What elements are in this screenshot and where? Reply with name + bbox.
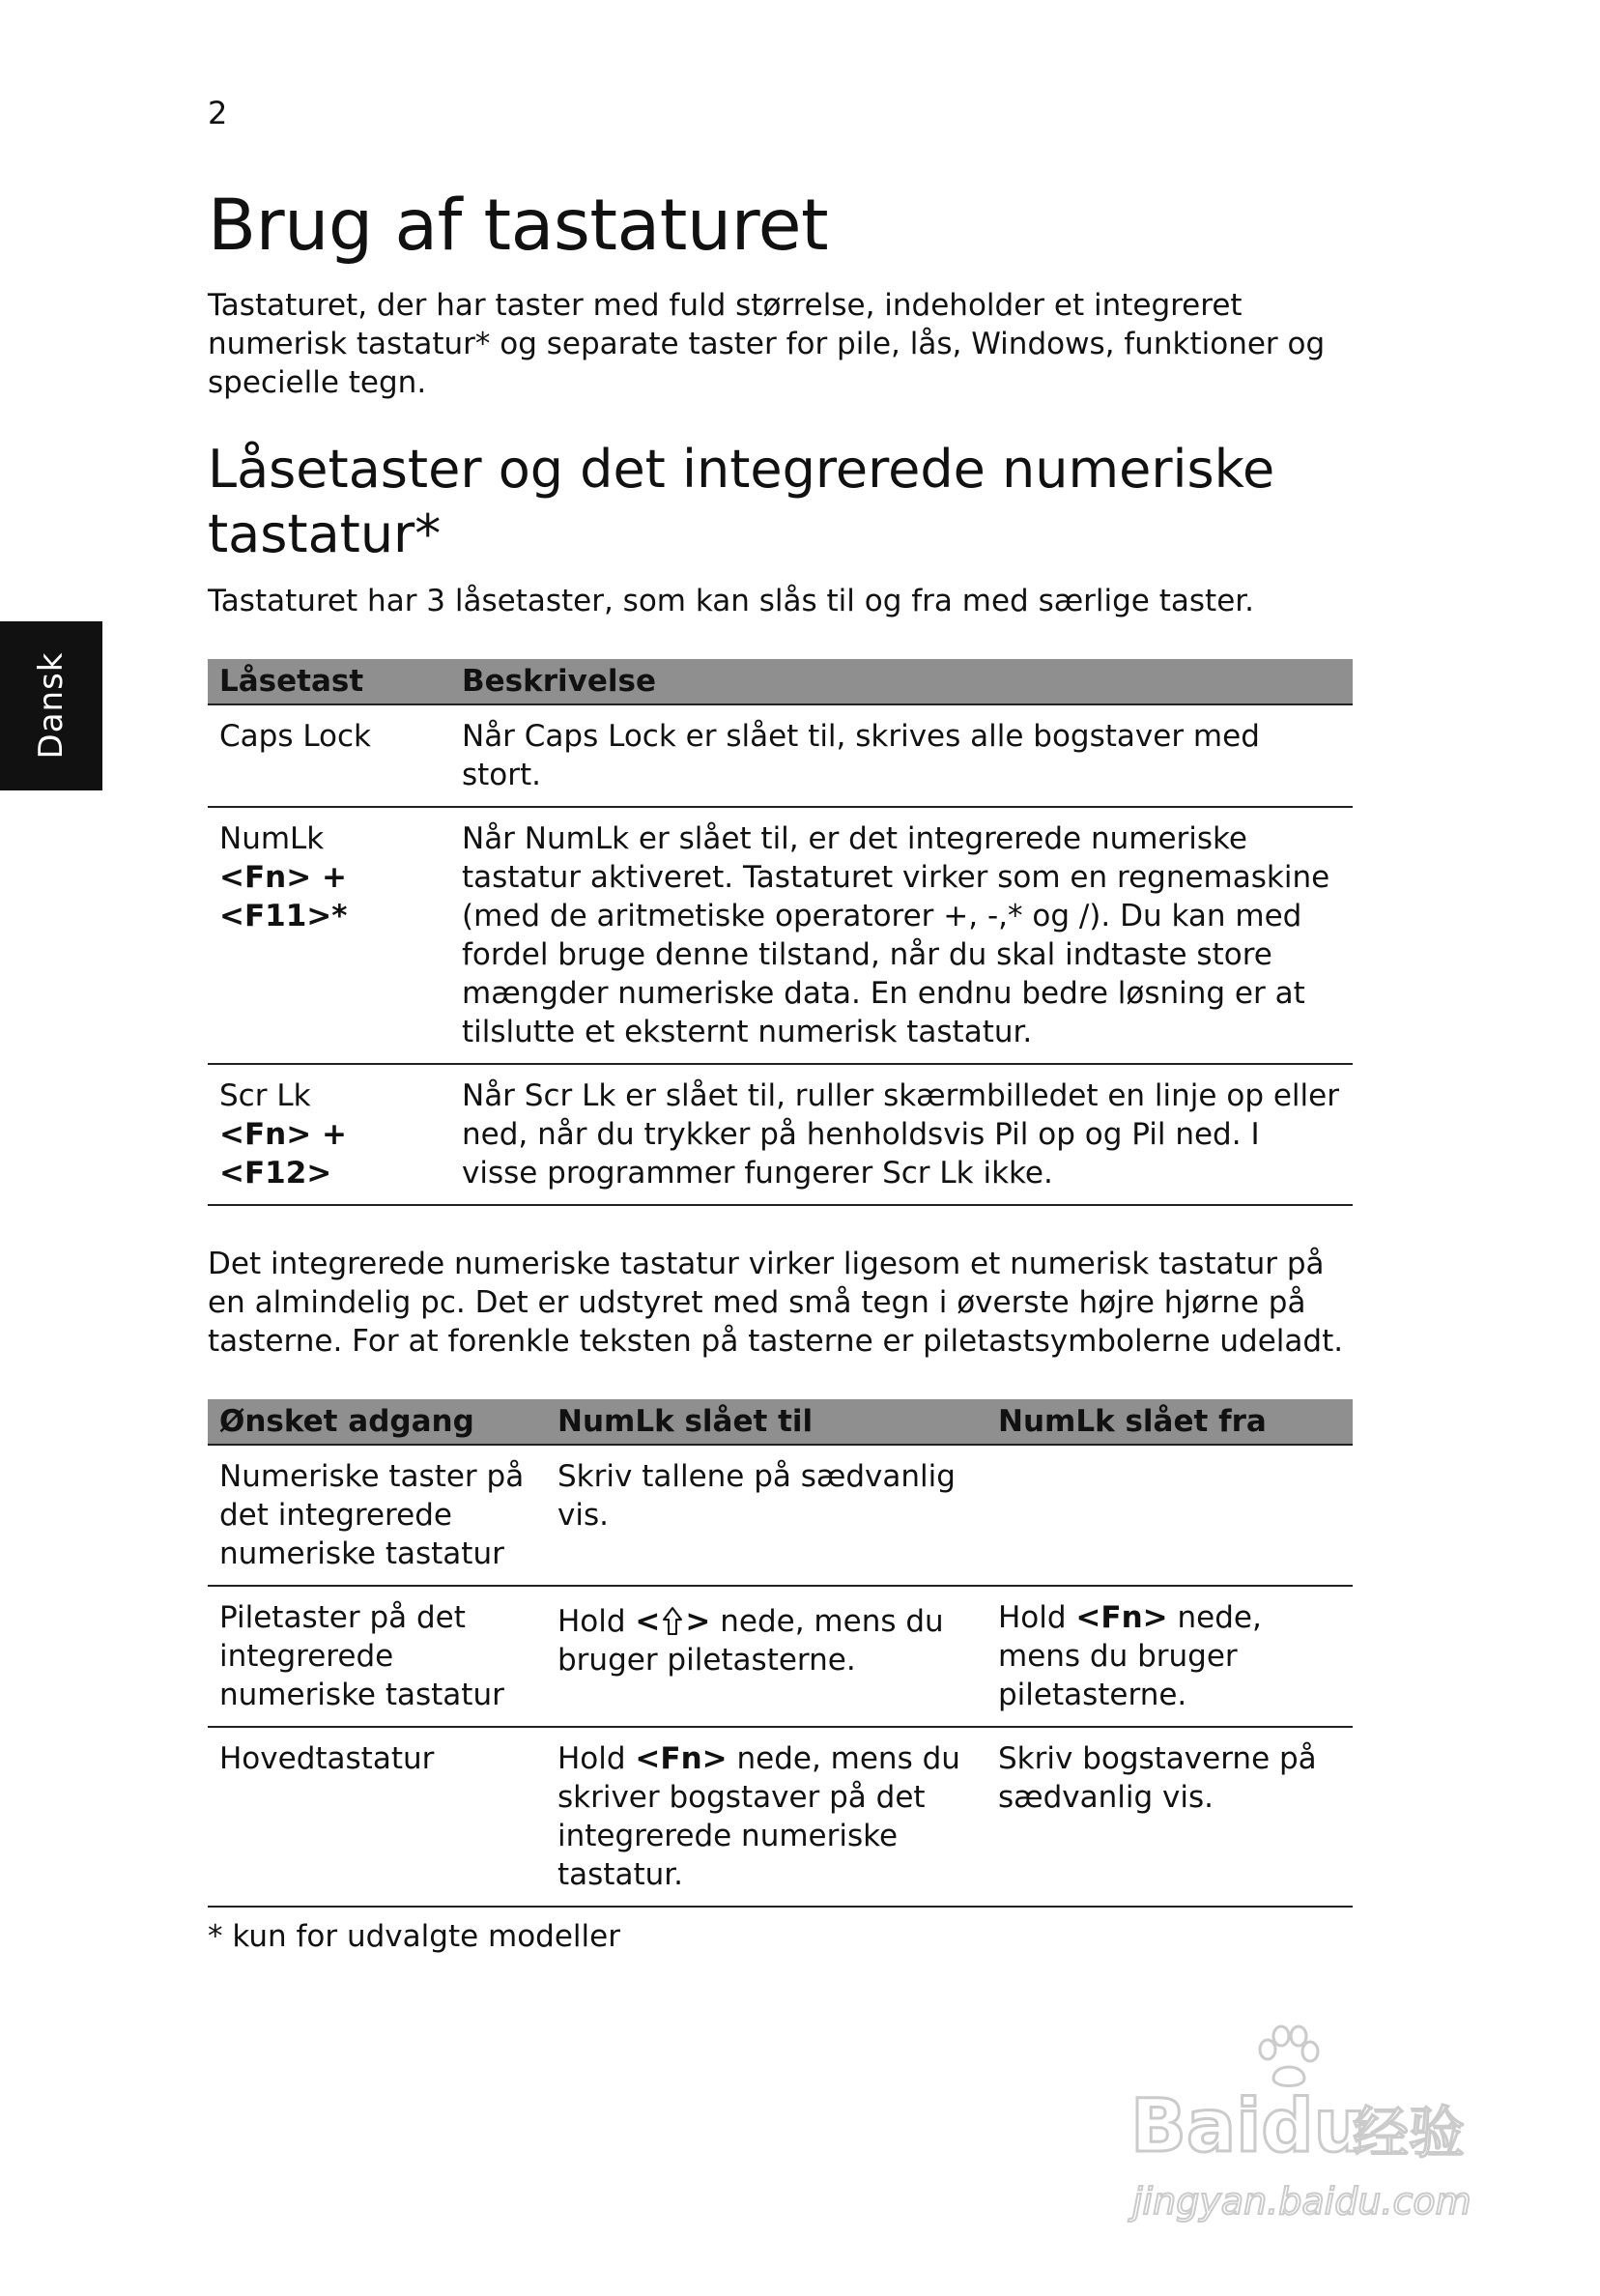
section-heading (208, 437, 1353, 566)
numlk-on-cell (546, 1727, 986, 1907)
page-title: Brug af tastaturet (208, 185, 829, 267)
access-cell: Hovedtastatur (208, 1727, 546, 1907)
table-row (208, 1064, 1353, 1205)
footnote: * kun for udvalgte modeller (208, 1919, 620, 1954)
lock-key-combo: <Fn> + <F12> (219, 1117, 347, 1191)
header-description: Beskrivelse (450, 659, 1353, 704)
lock-desc-cell: Når Scr Lk er slået til, ruller skærmbilledet en linje op eller ned, når du trykker på henholdsvis Pil op og Pil ned. I visse programmer fungerer Scr Lk ikke. (450, 1064, 1353, 1205)
table-header-row (208, 1399, 1353, 1445)
table-row (208, 1727, 1353, 1907)
fn-key: <Fn> (635, 1741, 728, 1776)
page-content (208, 184, 1353, 1956)
numlk-off-cell (986, 1445, 1353, 1586)
language-tab (0, 621, 102, 790)
lock-desc-cell: Når NumLk er slået til, er det integrerede numeriske tastatur aktiveret. Tastaturet virker som en regnemaskine (med de aritmetiske operatorer +, -,* og /). Du kan med fordel bruge denne tilstand, når du skal indtaste store mængder numeriske data. En endnu bedre løsning er at tilslutte et eksternt numerisk tastatur. (450, 807, 1353, 1064)
table-row (208, 1445, 1353, 1586)
shift-arrow-icon (662, 1606, 683, 1637)
watermark (1121, 2024, 1507, 2227)
watermark-cn: 经验 (1353, 2100, 1466, 2166)
fn-key: <Fn> (1075, 1600, 1168, 1635)
numlk-on-cell: Skriv tallene på sædvanlig vis. (546, 1445, 986, 1586)
numlk-off-cell (986, 1586, 1353, 1727)
table-row (208, 704, 1353, 807)
lock-key-cell (208, 704, 450, 807)
header-numlk-on: NumLk slået til (546, 1399, 986, 1445)
key-close: > (685, 1604, 711, 1639)
lock-key-name: Scr Lk (219, 1078, 311, 1113)
text-fragment: Hold (998, 1600, 1076, 1635)
lock-desc-cell: Når Caps Lock er slået til, skrives alle bogstaver med stort. (450, 704, 1353, 807)
text-fragment: nede, mens du bruger piletasterne. (557, 1604, 944, 1678)
access-cell: Numeriske taster på det integrerede numeriske tastatur (208, 1445, 546, 1586)
access-cell: Piletaster på det integrerede numeriske tastatur (208, 1586, 546, 1727)
watermark-brand: Baidu (1130, 2082, 1366, 2168)
text-fragment: nede, mens du bruger piletasterne. (998, 1600, 1262, 1712)
keypad-access-table (208, 1399, 1353, 1908)
language-tab-label: Dansk (32, 651, 71, 760)
lock-key-name: NumLk (219, 821, 325, 856)
numlk-on-cell (546, 1586, 986, 1727)
section-heading-line1: Låsetaster og det integrerede numeriske (208, 439, 1275, 500)
lock-key-name: Caps Lock (219, 719, 372, 754)
header-access: Ønsket adgang (208, 1399, 546, 1445)
key-open: < (635, 1604, 661, 1639)
intro-paragraph: Tastaturet, der har taster med fuld størrelse, indeholder et integreret numerisk tastatur* og separate taster for pile, lås, Windows, funktioner og specielle tegn. (208, 288, 1326, 400)
table-header-row (208, 659, 1353, 704)
lock-keys-table (208, 659, 1353, 1206)
section-heading-line2: tastatur* (208, 503, 442, 564)
table-row (208, 807, 1353, 1064)
text-fragment: Hold (557, 1604, 636, 1639)
lock-key-cell (208, 1064, 450, 1205)
table-row (208, 1586, 1353, 1727)
lock-key-cell (208, 807, 450, 1064)
section-text: Tastaturet har 3 låsetaster, som kan slås til og fra med særlige taster. (208, 584, 1255, 618)
header-numlk-off: NumLk slået fra (986, 1399, 1353, 1445)
watermark-url: jingyan.baidu.com (1132, 2180, 1471, 2223)
text-fragment: nede, mens du skriver bogstaver på det integrerede numeriske tastatur. (557, 1741, 960, 1892)
header-lock-key: Låsetast (208, 659, 450, 704)
text-fragment: Hold (557, 1741, 636, 1776)
numlk-off-cell: Skriv bogstaverne på sædvanlig vis. (986, 1727, 1353, 1907)
lock-key-combo: <Fn> + <F11>* (219, 860, 348, 933)
page-number: 2 (208, 95, 228, 131)
keypad-paragraph: Det integrerede numeriske tastatur virker ligesom et numerisk tastatur på en almindelig pc. Det er udstyret med små tegn i øverste højre hjørne på tasterne. For at forenkle teksten på tasterne er piletastsymbolerne udeladt. (208, 1247, 1344, 1359)
